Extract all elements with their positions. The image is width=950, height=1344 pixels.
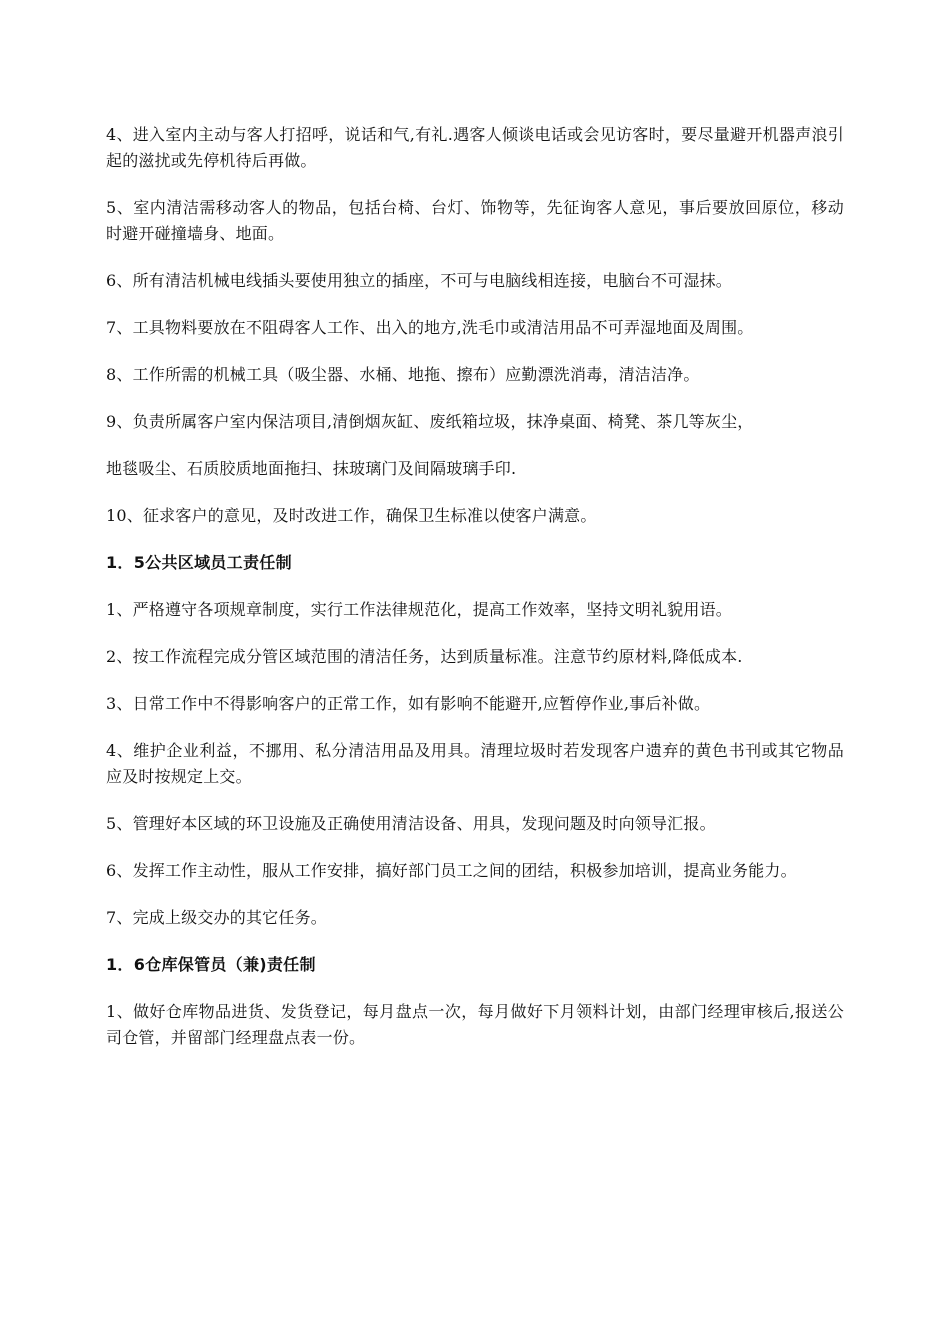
paragraph-item-6: 6、所有清洁机械电线插头要使用独立的插座，不可与电脑线相连接，电脑台不可湿抹。 <box>106 271 732 290</box>
public-area-item-2: 2、按工作流程完成分管区域范围的清洁任务，达到质量标准。注意节约原材料,降低成本. <box>106 647 743 666</box>
public-area-item-4: 4、维护企业利益，不挪用、私分清洁用品及用具。清理垃圾时若发现客户遗弃的黄色书刊或其它物品应及时按规定上交。 <box>106 741 844 786</box>
paragraph-item-4: 4、进入室内主动与客人打招呼，说话和气,有礼.遇客人倾谈电话或会见访客时，要尽量避开机器声浪引起的滋扰或先停机待后再做。 <box>106 125 844 170</box>
public-area-item-6: 6、发挥工作主动性，服从工作安排，搞好部门员工之间的团结，积极参加培训，提高业务能力。 <box>106 861 797 880</box>
paragraph-item-5: 5、室内清洁需移动客人的物品，包括台椅、台灯、饰物等，先征询客人意见，事后要放回原位，移动时避开碰撞墙身、地面。 <box>106 198 844 243</box>
section-heading-public-area: 1．5公共区域员工责任制 <box>106 553 292 572</box>
paragraph-item-10: 10、征求客户的意见，及时改进工作，确保卫生标准以使客户满意。 <box>106 506 597 525</box>
warehouse-item-1: 1、做好仓库物品进货、发货登记，每月盘点一次，每月做好下月领料计划，由部门经理审核后,报送公司仓管，并留部门经理盘点表一份。 <box>106 1002 844 1047</box>
paragraph-item-9: 9、负责所属客户室内保洁项目,清倒烟灰缸、废纸箱垃圾，抹净桌面、椅凳、茶几等灰尘， <box>106 412 754 431</box>
public-area-item-5: 5、管理好本区域的环卫设施及正确使用清洁设备、用具，发现问题及时向领导汇报。 <box>106 814 716 833</box>
document-page <box>106 122 844 1072</box>
public-area-item-7: 7、完成上级交办的其它任务。 <box>106 908 327 927</box>
public-area-item-1: 1、严格遵守各项规章制度，实行工作法律规范化，提高工作效率，坚持文明礼貌用语。 <box>106 600 732 619</box>
paragraph-item-7: 7、工具物料要放在不阻碍客人工作、出入的地方,洗毛巾或清洁用品不可弄湿地面及周围。 <box>106 318 754 337</box>
public-area-item-3: 3、日常工作中不得影响客户的正常工作，如有影响不能避开,应暂停作业,事后补做。 <box>106 694 711 713</box>
paragraph-item-8: 8、工作所需的机械工具（吸尘器、水桶、地拖、擦布）应勤漂洗消毒，清洁洁净。 <box>106 365 700 384</box>
section-heading-warehouse: 1．6仓库保管员（兼)责任制 <box>106 955 316 974</box>
paragraph-item-9-continued: 地毯吸尘、石质胶质地面拖扫、抹玻璃门及间隔玻璃手印. <box>106 459 517 478</box>
